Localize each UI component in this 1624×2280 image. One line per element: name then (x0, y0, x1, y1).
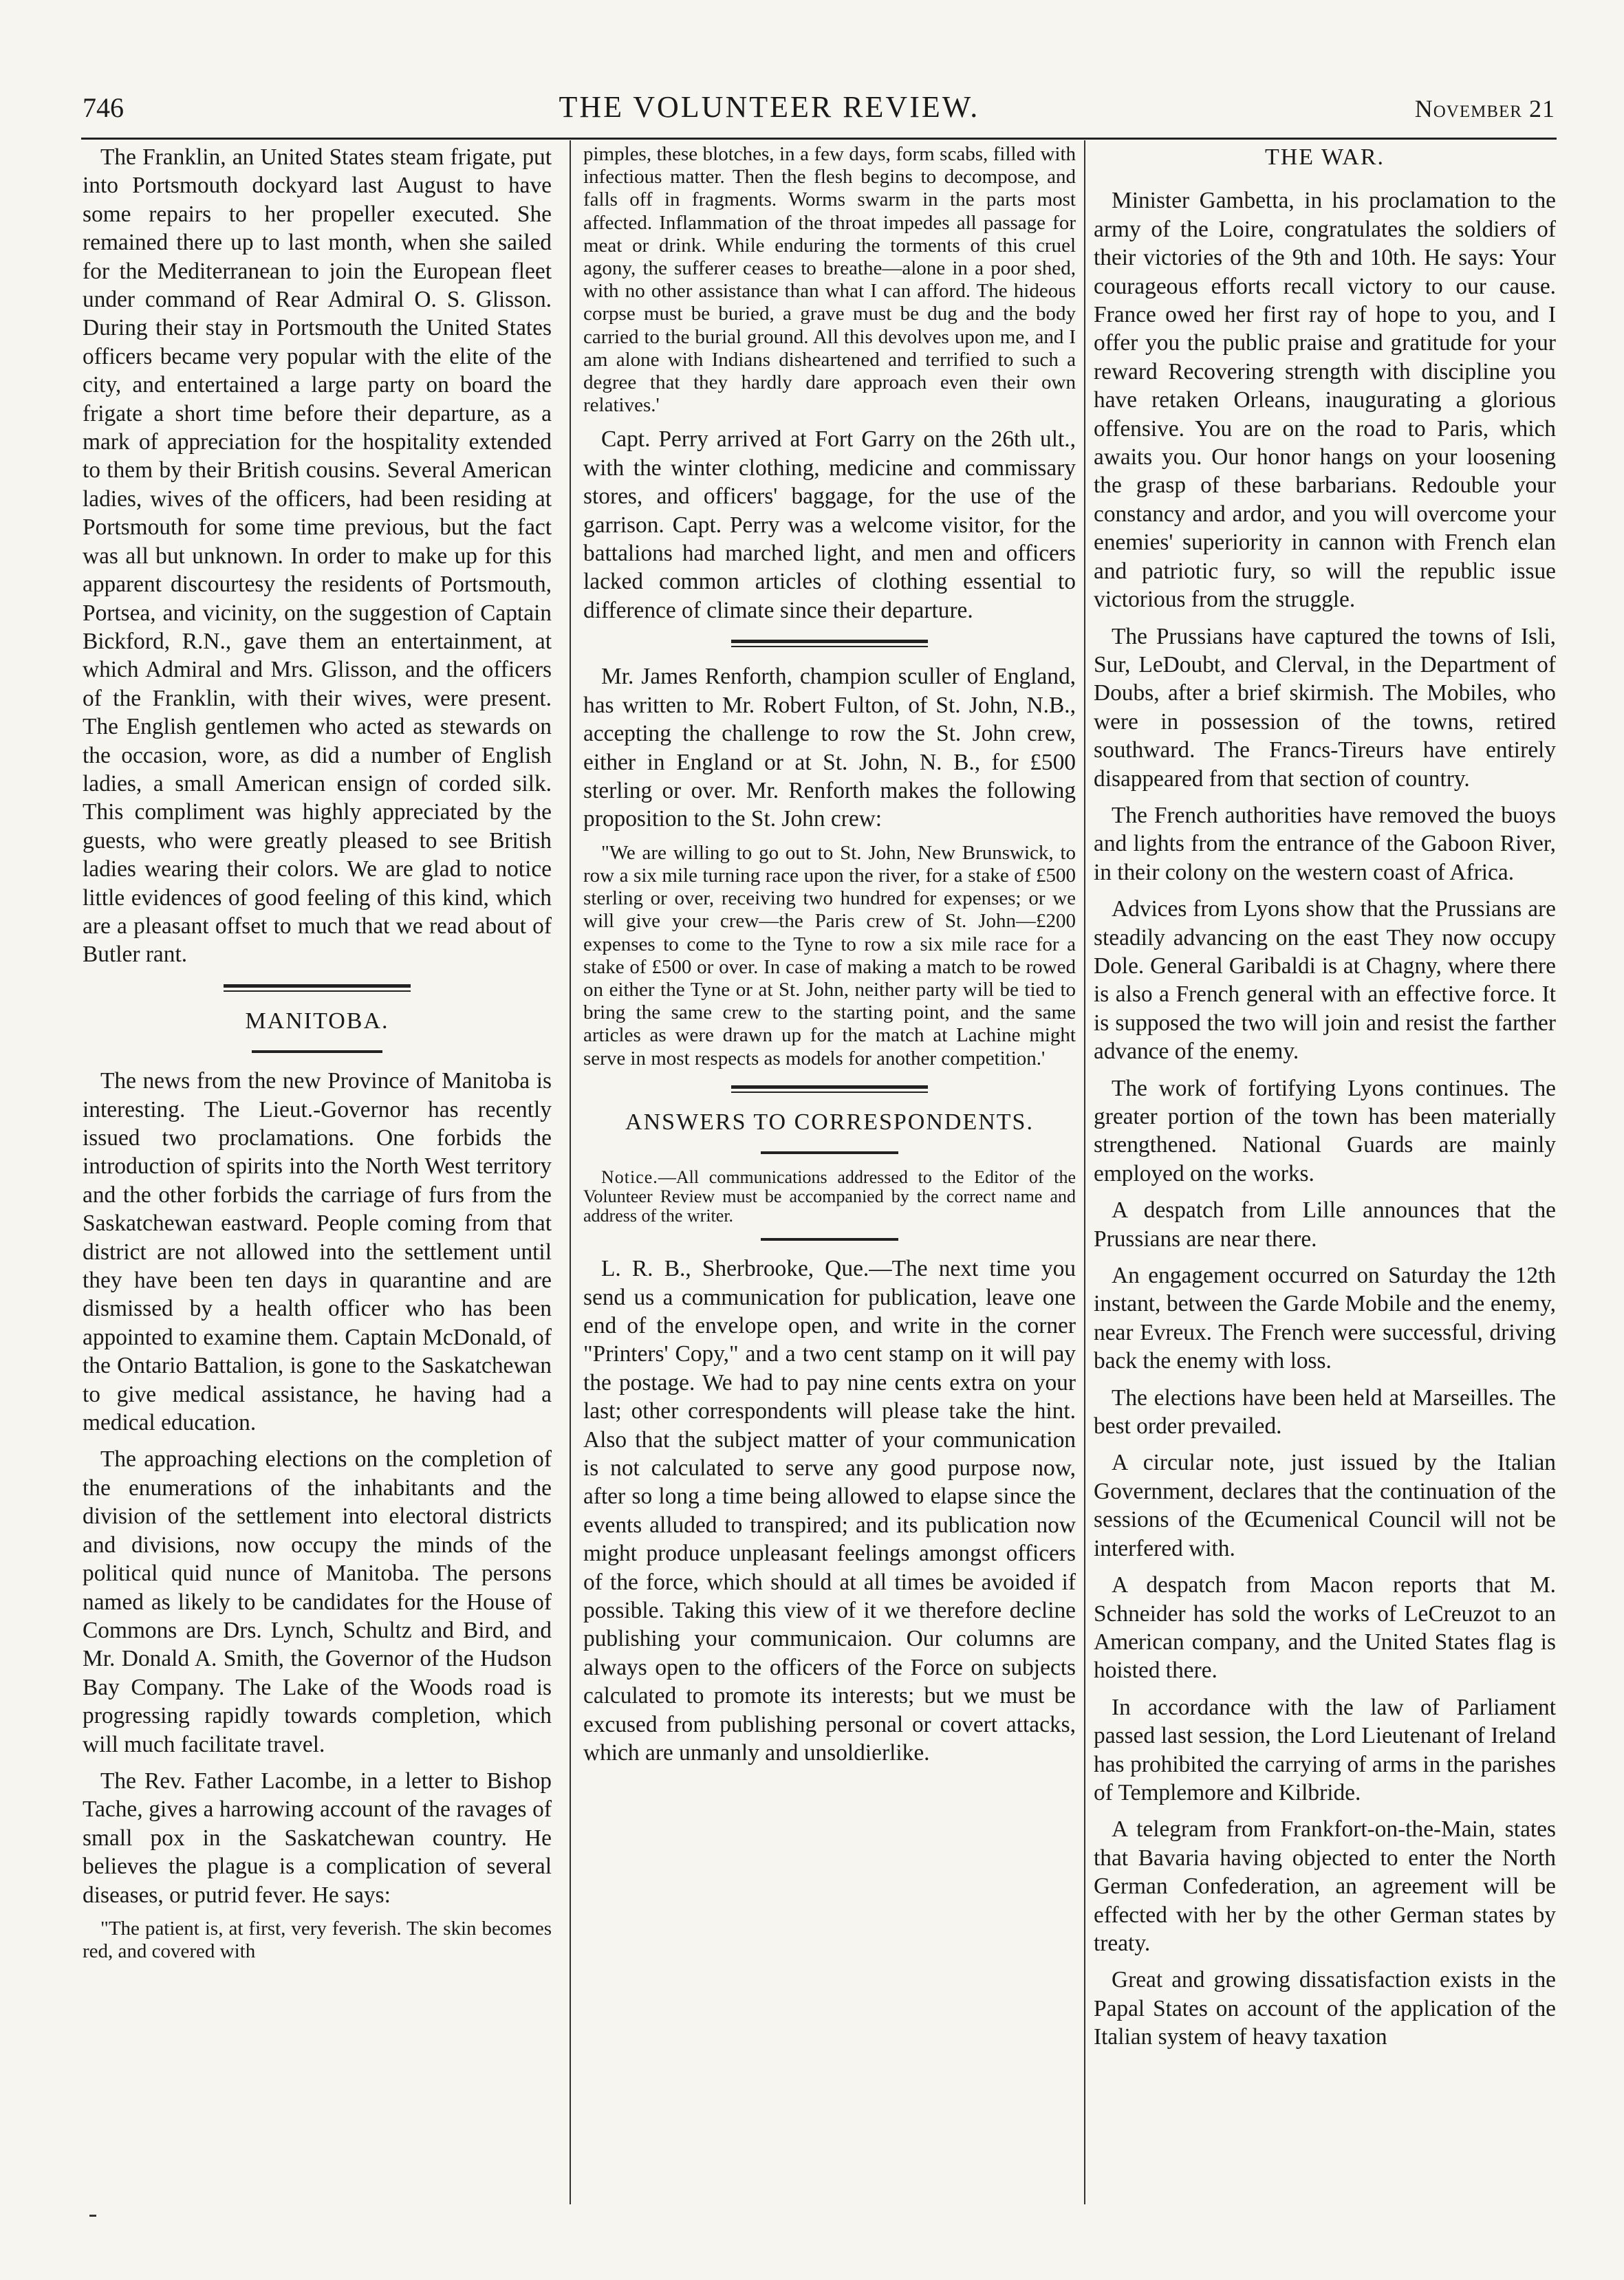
column-3 (1094, 143, 1556, 2197)
heading-rule (761, 1238, 898, 1241)
paragraph: A despatch from Lille announces that the Prussians are near there. (1094, 1197, 1556, 1252)
paragraph: In accordance with the law of Parliament passed last session, the Lord Lieutenant of Ireland has prohibited the carrying of arms in the parishes of Templemore and Kilbride. (1094, 1694, 1556, 1805)
section-rule (224, 984, 411, 992)
section-rule (731, 640, 928, 647)
header-rule (81, 138, 1557, 140)
section-heading-correspondents: ANSWERS TO CORRESPONDENTS. (625, 1109, 1034, 1135)
column-separator (1084, 140, 1085, 2204)
column-2 (583, 143, 1076, 2197)
paragraph: An engagement occurred on Saturday the 12th instant, between the Garde Mobile and the enemy, near Evreux. The French were successful, driving back the enemy with loss. (1094, 1263, 1556, 1374)
paragraph: The approaching elections on the completion of the enumerations of the inhabitants and the division of the settlement into electoral districts and divisions, now occupy the minds of the political quid nunce of Manitoba. The persons named as likely to be candidates for the House of Commons are Drs. Lynch, Schultz and Bird, and Mr. Donald A. Smith, the Governor of the Hudson Bay Company. The Lake of the Woods road is progressing rapidly towards completion, which will much facilitate travel. (83, 1446, 552, 1757)
issue-date: November 21 (1414, 95, 1555, 122)
paragraph: The French authorities have removed the buoys and lights from the entrance of the Gaboon River, in their colony on the western coast of Africa. (1094, 802, 1556, 885)
column-1 (83, 143, 552, 2197)
quoted-letter: "The patient is, at first, very feverish. The skin becomes red, and covered with (83, 1917, 552, 1963)
paragraph: L. R. B., Sherbrooke, Que.—The next time you send us a communication for publication, leave one end of the envelope open, and write in the corner "Printers' Copy," and a two cent stamp on it will pay the postage. We had to pay nine cents extra on your last; other correspondents will please take the hint. Also that the subject matter of your communication is not calculated to serve any good purpose now, after so long a time being allowed to elapse since the events alluded to transpired; and its publication now might produce unpleasant feelings amongst officers of the force, which should at all times be avoided if possible. Taking this view of it we therefore decline publishing your communicaion. Our columns are always open to the officers of the Force on subjects calculated to promote its interests; but we must be excused from publishing personal or covert attacks, which are unmanly and unsoldierlike. (583, 1256, 1076, 1766)
quoted-letter-continued: pimples, these blotches, in a few days, form scabs, filled with infectious matter. Then the flesh begins to decompose, and falls off in fragments. Worms swarm in the parts most affected. Inflammation of the throat impedes all passage for meat or drink. While enduring the torments of this cruel agony, the sufferer ceases to breathe—alone in a poor shed, with no other assistance than what I can afford. The hideous corpse must be buried, a grave must be dug and the body carried to the burial ground. All this devolves upon me, and I am alone with Indians disheartened and terrified to such a degree that they hardly dare approach even their own relatives.' (583, 143, 1076, 417)
column-separator (570, 140, 571, 2204)
paragraph: The elections have been held at Marseilles. The best order prevailed. (1094, 1385, 1556, 1440)
paragraph: The Rev. Father Lacombe, in a letter to Bishop Tache, gives a harrowing account of the ravages of small pox in the Saskatchewan country. He believes the plague is a complication of several diseases, or putrid fever. He says: (83, 1768, 552, 1908)
paragraph: The Prussians have captured the towns of Isli, Sur, LeDoubt, and Clerval, in the Department of Doubs, after a brief skirmish. The Mobiles, who were in possession of the towns, retired southward. The Francs-Tireurs have entirely disappeared from that section of country. (1094, 623, 1556, 792)
heading-rule (761, 1151, 898, 1154)
page-header (83, 89, 1555, 131)
paragraph: Minister Gambetta, in his proclamation to the army of the Loire, congratulates the soldiers of their victories of the 9th and 10th. He says: Your courageous efforts recall victory to our cause. France owed her first ray of hope to you, and I offer you the public praise and gratitude for your reward Recovering strength with discipline you have retaken Orleans, inaugurating a glorious offensive. You are on the road to Paris, which awaits you. Our honor hangs on your loosening the grasp of these barbarians. Redouble your constancy and ardor, and you will overcome your enemies' superiority in cannon with French elan and patriotic fury, so will the republic issue victorious from the struggle. (1094, 188, 1556, 613)
heading-rule (252, 1050, 383, 1053)
paragraph: The work of fortifying Lyons continues. The greater portion of the town has been materially strengthened. National Guards are mainly employed on the works. (1094, 1075, 1556, 1186)
paragraph: A despatch from Macon reports that M. Schneider has sold the works of LeCreuzot to an American company, and the United States flag is hoisted there. (1094, 1572, 1556, 1684)
print-mark (89, 2215, 96, 2217)
notice-label: Notice. (601, 1167, 658, 1188)
quoted-proposition: "We are willing to go out to St. John, New Brunswick, to row a six mile turning race upon the river, for a stake of £500 sterling or over, receiving two hundred for expenses; or we will give your crew—the Paris crew of St. John—£200 expenses to come to the Tyne to row a six mile race for a stake of £500 or over. In case of making a match to be rowed on either the Tyne or at St. John, neither party will be tied to bring the same crew to the starting point, and the same articles as were drawn up for the match at Lachine might serve in most respects as models for another competition.' (583, 841, 1076, 1070)
paragraph: The news from the new Province of Manitoba is interesting. The Lieut.-Governor has recently issued two proclamations. One forbids the introduction of spirits into the North West territory and the other forbids the carriage of furs from the Saskatchewan eastward. People coming from that district are not allowed into the settlement until they have been ten days in quarantine and are dismissed by a health officer who has been appointed to examine them. Captain McDonald, of the Ontario Battalion, is gone to the Saskatchewan to give medical assistance, he having had a medical education. (83, 1068, 552, 1436)
paragraph: Great and growing dissatisfaction exists in the Papal States on account of the application of the Italian system of heavy taxation (1094, 1967, 1556, 2050)
paragraph: Mr. James Renforth, champion sculler of England, has written to Mr. Robert Fulton, of St. John, N.B., accepting the challenge to row the St. John crew, either in England or at St. John, N. B., for £500 sterling or over. Mr. Renforth makes the following proposition to the St. John crew: (583, 664, 1076, 832)
paragraph: A telegram from Frankfort-on-the-Main, states that Bavaria having objected to enter the North German Confederation, an agreement will be effected with her by the other German states by treaty. (1094, 1816, 1556, 1956)
section-heading-manitoba: MANITOBA. (245, 1008, 389, 1034)
page-number: 746 (83, 92, 124, 123)
article-franklin: The Franklin, an United States steam frigate, put into Portsmouth dockyard last August to have some repairs to her propeller executed. She remained there up to last month, when she sailed for the Mediterranean to join the European fleet under command of Rear Admiral O. S. Glisson. During their stay in Portsmouth the United States officers became very popular with the elite of the city, and entertained a large party on board the frigate a short time before their departure, as a mark of appreciation for the hospitality extended to them by their British cousins. Several American ladies, wives of the officers, had been residing at Portsmouth for some time previous, but the fact was all but unknown. In order to make up for this apparent discourtesy the residents of Portsmouth, Portsea, and vicinity, on the suggestion of Captain Bickford, R.N., gave them an entertainment, at which Admiral and Mrs. Glisson, and the officers of the Franklin, with their wives, were present. The English gentlemen who acted as stewards on the occasion, wore, as did a number of English ladies, a small American ensign of corded silk. This compliment was highly appreciated by the guests, who were greatly pleased to see British ladies wearing their colors. We are glad to notice little evidences of good feeling of this kind, which are a pleasant offset to much that we read about of Butler rant. (83, 144, 552, 968)
notice-text: —All communications addressed to the Editor of the Volunteer Review must be accompanied by the correct name and address of the writer. (583, 1167, 1076, 1226)
editor-notice (583, 1168, 1076, 1226)
section-rule (731, 1085, 928, 1093)
paragraph: Advices from Lyons show that the Prussians are steadily advancing on the east They now occupy Dole. General Garibaldi is at Chagny, where there is also a French general with an effective force. It is supposed the two will join and resist the farther advance of the enemy. (1094, 896, 1556, 1065)
publication-title: THE VOLUNTEER REVIEW. (559, 90, 980, 124)
section-heading-war: THE WAR. (1264, 144, 1385, 170)
paragraph: A circular note, just issued by the Italian Government, declares that the continuation of the sessions of the Œcumenical Council will not be interfered with. (1094, 1450, 1556, 1561)
paragraph: Capt. Perry arrived at Fort Garry on the 26th ult., with the winter clothing, medicine and commissary stores, and officers' baggage, for the use of the garrison. Capt. Perry was a welcome visitor, for the battalions had marched light, and men and officers lacked common articles of clothing essential to difference of climate since their departure. (583, 426, 1076, 623)
